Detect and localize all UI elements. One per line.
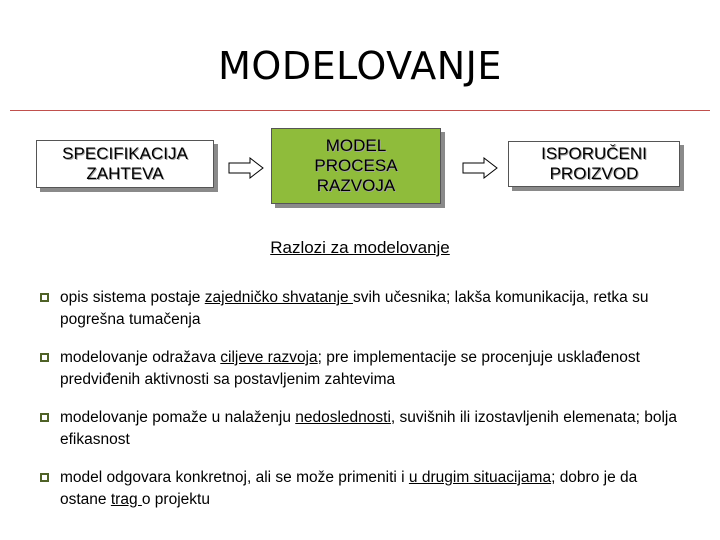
checkbox-bullet-icon [40, 413, 49, 422]
arrow-right-icon [462, 157, 498, 179]
arrow-right-icon [228, 157, 264, 179]
list-item [36, 407, 686, 451]
flow-box-specification [36, 140, 214, 188]
list-item-text: opis sistema postaje zajedničko shvatanje svih učesnika; lakša komunikacija, retka su pogrešna tumačenja [60, 289, 649, 328]
emphasis: nedoslednosti [295, 409, 391, 426]
flow-box-specification-label: SPECIFIKACIJA ZAHTEVA [62, 144, 188, 183]
flow-box-delivered-product [508, 141, 680, 187]
list-item-text: model odgovara konkretnoj, ali se može primeniti i u drugim situacijama; dobro je da ostane trag o projektu [60, 469, 638, 508]
title-divider [10, 110, 710, 111]
page-title: MODELOVANJE [218, 44, 502, 88]
checkbox-bullet-icon [40, 473, 49, 482]
flow-box-process-model-label: MODEL PROCESA RAZVOJA [314, 136, 398, 195]
checkbox-bullet-icon [40, 293, 49, 302]
emphasis: u drugim situacijama [408, 469, 552, 486]
flow-box-delivered-product-label: ISPORUČENI PROIZVOD [541, 144, 647, 183]
list-item-text: modelovanje odražava ciljeve razvoja; pre implementacije se procenjuje usklađenost predviđenih aktivnosti sa postavljenim zahtevima [60, 349, 640, 388]
flow-box-process-model [271, 128, 441, 204]
list-item [36, 347, 686, 391]
emphasis: ciljeve razvoja [220, 349, 318, 366]
list-item-text: modelovanje pomaže u nalaženju nedoslednosti, suvišnih ili izostavljenih elemenata; bolja efikasnost [60, 409, 677, 448]
section-subtitle: Razlozi za modelovanje [270, 238, 450, 257]
list-item [36, 467, 686, 511]
emphasis: trag [110, 491, 142, 508]
checkbox-bullet-icon [40, 353, 49, 362]
emphasis: zajedničko shvatanje [204, 289, 353, 306]
list-item [36, 287, 686, 331]
